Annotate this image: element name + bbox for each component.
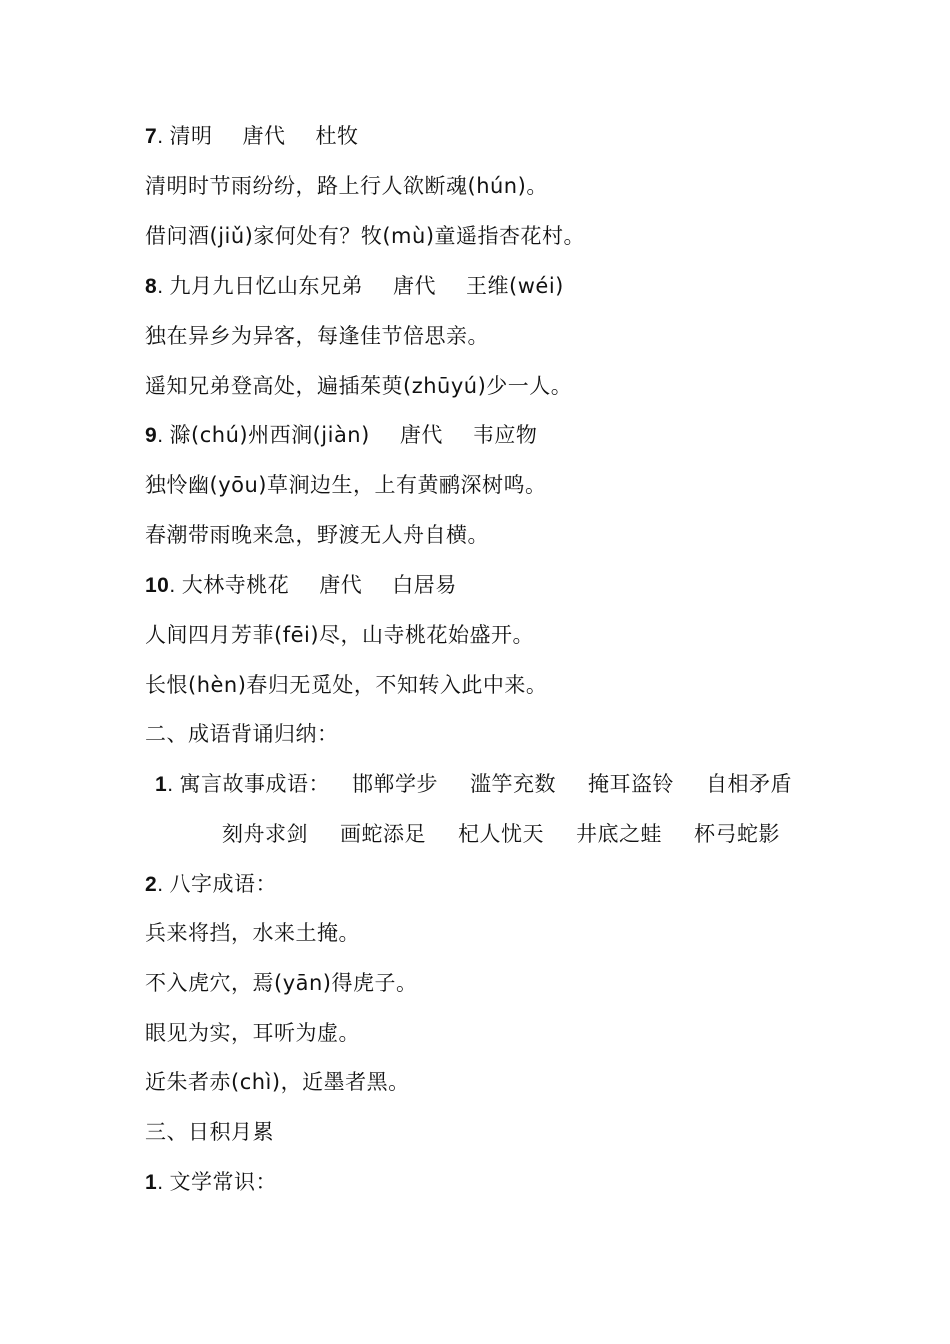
idiom: 井底之蛙 (576, 822, 662, 846)
poem-author: 杜牧 (315, 124, 359, 148)
poem-title: 滁(chú)州西涧(jiàn) (169, 423, 370, 447)
list-label: 文学常识： (169, 1170, 278, 1194)
list-heading: 2. 八字成语： (145, 872, 278, 896)
poem-number: 10 (145, 574, 170, 597)
idiom: 自相矛盾 (706, 772, 793, 796)
idiom: 画蛇添足 (340, 822, 426, 846)
poem-author: 韦应物 (472, 423, 538, 447)
poem-title: 清明 (169, 124, 213, 148)
poem-number: 7 (145, 125, 158, 148)
poem-number: 8 (145, 275, 158, 298)
idiom: 邯郸学步 (352, 772, 439, 796)
poem-line: 遥知兄弟登高处，遍插茱萸(zhūyú)少一人。 (145, 374, 573, 398)
poem-author: 王维(wéi) (466, 274, 564, 298)
idiom-line: 不入虎穴，焉(yān)得虎子。 (145, 971, 418, 995)
idiom-list-fable-row2 (222, 820, 780, 848)
list-number: 1 (155, 773, 168, 796)
poem-line: 人间四月芳菲(fēi)尽，山寺桃花始盛开。 (145, 623, 535, 647)
idiom: 刻舟求剑 (222, 822, 308, 846)
list-number: 2 (145, 873, 158, 896)
poem-line: 长恨(hèn)春归无觅处，不知转入此中来。 (145, 673, 548, 697)
section-heading: 二、成语背诵归纳： (145, 722, 339, 746)
idiom: 滥竽充数 (470, 772, 557, 796)
idiom-line: 眼见为实，耳听为虚。 (145, 1021, 360, 1045)
poem-number: 9 (145, 424, 158, 447)
poem-heading: 9. 滁(chú)州西涧(jiàn) 唐代 韦应物 (145, 423, 538, 447)
idiom-list-fable: 1. 寓言故事成语： 邯郸学步 滥竽充数 掩耳盗铃 自相矛盾 (155, 772, 793, 796)
poem-dynasty: 唐代 (242, 124, 286, 148)
poem-line: 独在异乡为异客，每逢佳节倍思亲。 (145, 324, 489, 348)
poem-dynasty: 唐代 (393, 274, 437, 298)
list-label: 八字成语： (169, 872, 278, 896)
poem-heading: 8. 九月九日忆山东兄弟 唐代 王维(wéi) (145, 274, 564, 298)
idiom-line: 兵来将挡，水来土掩。 (145, 921, 360, 945)
idiom-line: 近朱者赤(chì)，近墨者黑。 (145, 1070, 410, 1094)
poem-dynasty: 唐代 (319, 573, 363, 597)
poem-author: 白居易 (392, 573, 457, 597)
list-label: 寓言故事成语： (179, 772, 331, 796)
poem-line: 独怜幽(yōu)草涧边生，上有黄鹂深树鸣。 (145, 473, 547, 497)
poem-dynasty: 唐代 (399, 423, 443, 447)
section-heading: 三、日积月累 (145, 1120, 274, 1144)
poem-line: 借问酒(jiǔ)家何处有？牧(mù)童遥指杏花村。 (145, 224, 586, 248)
idiom: 掩耳盗铃 (588, 772, 675, 796)
list-heading: 1. 文学常识： (145, 1170, 278, 1194)
idiom: 杞人忧天 (458, 822, 544, 846)
list-number: 1 (145, 1171, 158, 1194)
poem-line: 清明时节雨纷纷，路上行人欲断魂(hún)。 (145, 174, 548, 198)
poem-title: 九月九日忆山东兄弟 (169, 274, 364, 298)
poem-title: 大林寺桃花 (181, 573, 290, 597)
poem-heading: 7. 清明 唐代 杜牧 (145, 124, 359, 148)
poem-heading: 10. 大林寺桃花 唐代 白居易 (145, 573, 457, 597)
poem-line: 春潮带雨晚来急，野渡无人舟自横。 (145, 523, 489, 547)
idiom: 杯弓蛇影 (694, 822, 780, 846)
